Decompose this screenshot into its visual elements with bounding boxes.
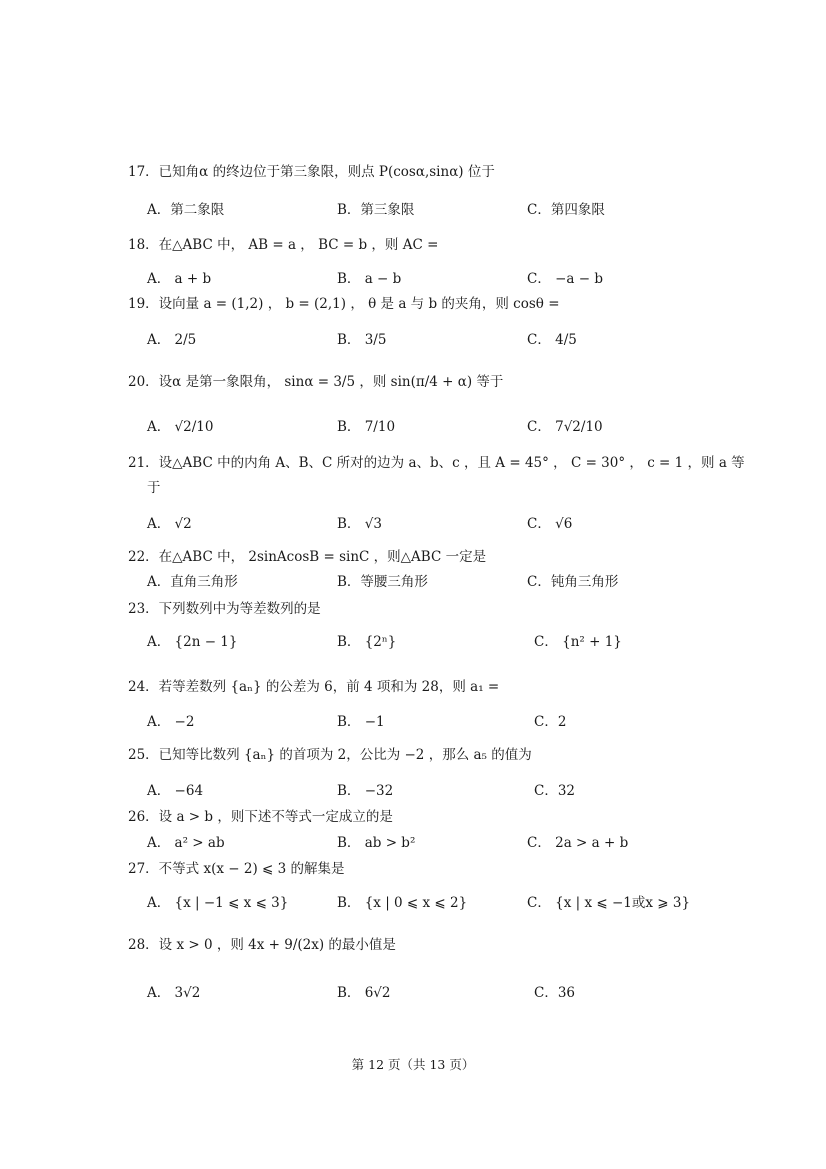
question-20-option-c: C． 7√2/10 bbox=[527, 419, 603, 435]
question-22-option-c: C．钝角三角形 bbox=[527, 574, 619, 590]
question-26-option-a: A． a² > ab bbox=[147, 835, 225, 851]
question-20-option-b: B． 7/10 bbox=[337, 419, 396, 435]
question-25-stem: 25．已知等比数列 {aₙ} 的首项为 2，公比为 −2 ，那么 a₅ 的值为 bbox=[128, 747, 532, 763]
question-23-option-b: B． {2ⁿ} bbox=[337, 634, 397, 650]
question-24-stem: 24．若等差数列 {aₙ} 的公差为 6，前 4 项和为 28，则 a₁ = bbox=[128, 679, 500, 695]
question-28-stem: 28．设 x > 0 ，则 4x + 9/(2x) 的最小值是 bbox=[128, 937, 396, 953]
question-27-option-a: A． {x | −1 ⩽ x ⩽ 3} bbox=[147, 895, 289, 911]
question-24-option-a: A． −2 bbox=[147, 714, 195, 730]
question-21-stem: 21．设△ABC 中的内角 A、B、C 所对的边为 a、b、c ，且 A = 45° ， C = 30° ， c = 1 ，则 a 等 bbox=[128, 455, 745, 471]
question-19-option-a: A． 2/5 bbox=[147, 332, 197, 348]
question-28-option-a: A． 3√2 bbox=[147, 985, 201, 1001]
question-23-option-c: C． {n² + 1} bbox=[534, 634, 622, 650]
question-17-stem: 17．已知角α 的终边位于第三象限，则点 P(cosα,sinα) 位于 bbox=[128, 164, 495, 180]
question-20-stem: 20．设α 是第一象限角， sinα = 3/5 ，则 sin(π/4 + α) 等于 bbox=[128, 374, 504, 390]
question-21-stem-continued: 于 bbox=[147, 480, 161, 496]
question-17-option-c: C．第四象限 bbox=[527, 202, 605, 218]
question-23-stem: 23．下列数列中为等差数列的是 bbox=[128, 601, 321, 617]
question-19-option-c: C． 4/5 bbox=[527, 332, 577, 348]
question-23-option-a: A． {2n − 1} bbox=[147, 634, 238, 650]
question-18-option-c: C． −a − b bbox=[527, 271, 604, 287]
question-22-option-a: A．直角三角形 bbox=[147, 574, 238, 590]
question-26-option-c: C． 2a > a + b bbox=[527, 835, 629, 851]
question-20-option-a: A． √2/10 bbox=[147, 419, 214, 435]
question-19-option-b: B． 3/5 bbox=[337, 332, 387, 348]
question-25-option-c: C．32 bbox=[534, 783, 576, 799]
question-17-option-b: B．第三象限 bbox=[337, 202, 415, 218]
question-26-option-b: B． ab > b² bbox=[337, 835, 416, 851]
question-27-stem: 27．不等式 x(x − 2) ⩽ 3 的解集是 bbox=[128, 861, 345, 877]
question-18-option-a: A． a + b bbox=[147, 271, 212, 287]
question-25-option-a: A． −64 bbox=[147, 783, 204, 799]
question-25-option-b: B． −32 bbox=[337, 783, 394, 799]
question-28-option-b: B． 6√2 bbox=[337, 985, 391, 1001]
question-22-stem: 22．在△ABC 中， 2sinAcosB = sinC ，则△ABC 一定是 bbox=[128, 549, 487, 565]
question-24-option-c: C．2 bbox=[534, 714, 567, 730]
question-22-option-b: B．等腰三角形 bbox=[337, 574, 428, 590]
question-17-option-a: A．第二象限 bbox=[147, 202, 225, 218]
question-27-option-b: B． {x | 0 ⩽ x ⩽ 2} bbox=[337, 895, 468, 911]
question-18-option-b: B． a − b bbox=[337, 271, 402, 287]
question-28-option-c: C．36 bbox=[534, 985, 576, 1001]
question-21-option-c: C． √6 bbox=[527, 516, 573, 532]
question-27-option-c: C． {x | x ⩽ −1或x ⩾ 3} bbox=[527, 895, 691, 911]
question-21-option-a: A． √2 bbox=[147, 516, 192, 532]
page-footer: 第 12 页（共 13 页） bbox=[351, 1057, 475, 1072]
question-26-stem: 26．设 a > b ，则下述不等式一定成立的是 bbox=[128, 809, 393, 825]
question-21-option-b: B． √3 bbox=[337, 516, 382, 532]
question-24-option-b: B． −1 bbox=[337, 714, 385, 730]
question-18-stem: 18．在△ABC 中， AB = a ， BC = b ，则 AC = bbox=[128, 237, 439, 253]
question-19-stem: 19．设向量 a = (1,2) ， b = (2,1) ， θ 是 a 与 b 的夹角，则 cosθ = bbox=[128, 296, 560, 312]
